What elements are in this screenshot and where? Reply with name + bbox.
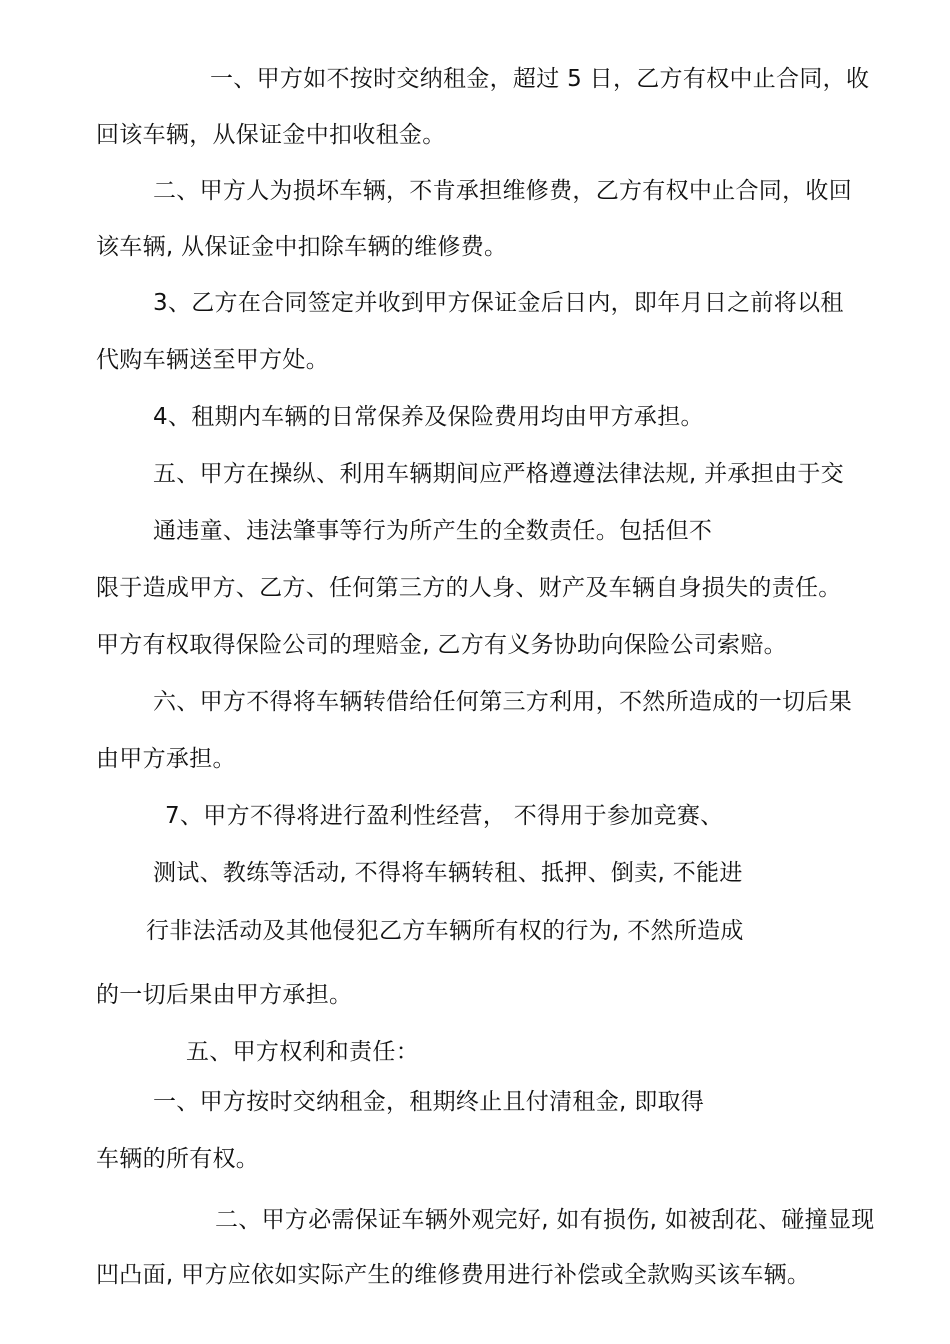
text-line: 通违童、违法肇事等行为所产生的全数责任。包括但不	[153, 518, 713, 544]
section-heading: 五、甲方权利和责任：	[186, 1039, 419, 1065]
text-line: 测试、教练等活动, 不得将车辆转租、抵押、倒卖, 不能进	[153, 860, 743, 886]
text-line: 由甲方承担。	[96, 746, 236, 772]
text-line: 凹凸面, 甲方应依如实际产生的维修费用进行补偿或全款购买该车辆。	[96, 1262, 811, 1288]
text-line: 五、甲方在操纵、利用车辆期间应严格遵遵法律法规, 并承担由于交	[153, 461, 844, 487]
text-line: 二、甲方人为损坏车辆，不肯承担维修费，乙方有权中止合同，收回	[153, 178, 852, 204]
text-line: 7、甲方不得将进行盈利性经营， 不得用于参加竞赛、	[165, 803, 724, 829]
text-line: 回该车辆，从保证金中扣收租金。	[96, 122, 446, 148]
text-line: 限于造成甲方、乙方、任何第三方的人身、财产及车辆自身损失的责任。	[96, 575, 842, 601]
text-line: 4、租期内车辆的日常保养及保险费用均由甲方承担。	[153, 404, 704, 430]
text-line: 甲方有权取得保险公司的理赔金, 乙方有义务协助向保险公司索赔。	[96, 632, 787, 658]
text-line: 二、甲方必需保证车辆外观完好, 如有损伤, 如被刮花、碰撞显现	[215, 1207, 875, 1233]
text-line: 的一切后果由甲方承担。	[96, 982, 353, 1008]
text-line: 3、乙方在合同签定并收到甲方保证金后日内，即年月日之前将以租	[153, 290, 844, 316]
text-line: 代购车辆送至甲方处。	[96, 347, 329, 373]
text-line: 行非法活动及其他侵犯乙方车辆所有权的行为, 不然所造成	[146, 918, 744, 944]
text-line: 一、甲方如不按时交纳租金，超过 5 日，乙方有权中止合同，收	[210, 66, 870, 92]
text-line: 一、甲方按时交纳租金，租期终止且付清租金, 即取得	[153, 1089, 705, 1115]
text-line: 六、甲方不得将车辆转借给任何第三方利用，不然所造成的一切后果	[153, 689, 852, 715]
text-line: 车辆的所有权。	[96, 1146, 260, 1172]
text-line: 该车辆, 从保证金中扣除车辆的维修费。	[96, 234, 508, 260]
